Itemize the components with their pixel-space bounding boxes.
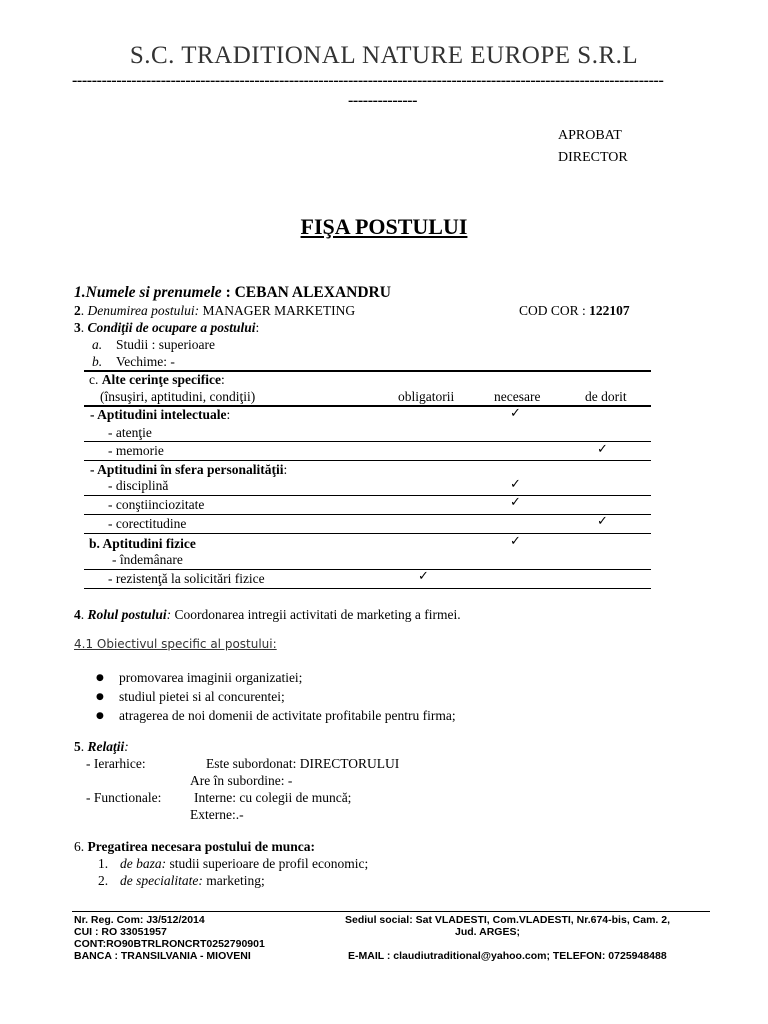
check-mark-icon: ✓ bbox=[597, 442, 608, 457]
list-item: ● studiul pietei si al concurentei; bbox=[96, 689, 285, 704]
section-relations: 5. Relaţii: bbox=[74, 739, 129, 754]
cod-cor-value: 122107 bbox=[589, 303, 630, 318]
table-row-personality: - Aptitudini în sfera personalităţii: bbox=[90, 462, 288, 477]
job-title-value: MANAGER MARKETING bbox=[202, 303, 356, 318]
document-title: FIŞA POSTULUI bbox=[300, 214, 468, 239]
conditions-label: Condiţii de ocupare a postului bbox=[87, 320, 256, 335]
hierarchical-label: - Ierarhice: bbox=[86, 756, 146, 771]
name-label: 1.Numele si prenumele bbox=[74, 284, 222, 301]
table-row-divider bbox=[84, 514, 651, 515]
table-row-divider bbox=[84, 495, 651, 496]
subordinate-to: Este subordonat: DIRECTORULUI bbox=[206, 756, 400, 771]
company-name: S.C. TRADITIONAL NATURE EUROPE S.R.L bbox=[129, 42, 639, 69]
col-header-necesare: necesare bbox=[494, 389, 541, 404]
bullet-icon: ● bbox=[96, 711, 104, 721]
check-mark-icon: ✓ bbox=[510, 406, 521, 421]
check-mark-icon: ✓ bbox=[510, 495, 521, 510]
role-label: Rolul postului bbox=[87, 607, 167, 622]
bullet-icon: ● bbox=[96, 673, 104, 683]
table-bottom-border bbox=[84, 588, 651, 589]
table-row-divider bbox=[84, 569, 651, 570]
section-job-title: 2. Denumirea postului: MANAGER MARKETING bbox=[74, 303, 356, 318]
has-subordinates: Are în subordine: - bbox=[190, 773, 293, 788]
section-training: 6. Pregatirea necesara postului de munca: bbox=[74, 839, 315, 854]
footer-reg-com: Nr. Reg. Com: J3/512/2014 bbox=[74, 914, 205, 926]
functional-label: - Functionale: bbox=[86, 790, 162, 805]
training-specialty: 2. de specialitate: marketing; bbox=[98, 873, 265, 888]
table-header-title: c. Alte cerinţe specifice: bbox=[89, 372, 225, 387]
list-item: ● atragerea de noi domenii de activitate profitabile pentru firma; bbox=[96, 708, 456, 723]
check-mark-icon: ✓ bbox=[510, 534, 521, 549]
check-mark-icon: ✓ bbox=[418, 569, 429, 584]
table-row-divider bbox=[84, 460, 651, 461]
check-mark-icon: ✓ bbox=[510, 477, 521, 492]
table-row-memory: - memorie bbox=[108, 443, 164, 458]
condition-seniority: b. Vechime: - bbox=[92, 354, 175, 369]
footer-contact: E-MAIL : claudiutraditional@yahoo.com; TELEFON: 0725948488 bbox=[348, 950, 667, 962]
col-header-de-dorit: de dorit bbox=[585, 389, 627, 404]
table-header-subtitle: (însuşiri, aptitudini, condiţii) bbox=[100, 389, 256, 404]
table-row-endurance: - rezistenţă la solicitări fizice bbox=[108, 571, 265, 586]
name-value: CEBAN ALEXANDRU bbox=[234, 284, 391, 301]
table-row-intellectual: - Aptitudini intelectuale: bbox=[90, 407, 231, 422]
table-row-correctness: - corectitudine bbox=[108, 516, 187, 531]
section-name: 1.Numele si prenumele : CEBAN ALEXANDRU bbox=[74, 284, 391, 301]
section-conditions: 3. Condiţii de ocupare a postului: bbox=[74, 320, 260, 335]
job-title-label: Denumirea postului bbox=[87, 303, 195, 318]
internal-relations: Interne: cu colegii de muncă; bbox=[194, 790, 352, 805]
footer-cui: CUI : RO 33051957 bbox=[74, 926, 167, 938]
approved-label: APROBAT bbox=[558, 128, 622, 143]
footer-address: Sediul social: Sat VLADESTI, Com.VLADESTI, Nr.674-bis, Cam. 2, bbox=[345, 914, 670, 926]
footer-bank: BANCA : TRANSILVANIA - MIOVENI bbox=[74, 950, 251, 962]
table-row-discipline: - disciplină bbox=[108, 478, 169, 493]
bullet-icon: ● bbox=[96, 692, 104, 702]
objective-list bbox=[96, 670, 656, 727]
list-item: ● promovarea imaginii organizatiei; bbox=[96, 670, 303, 685]
cod-cor-label: COD COR : bbox=[519, 303, 586, 318]
relations-label: Relaţii bbox=[87, 739, 125, 754]
table-row-physical: b. Aptitudini fizice bbox=[89, 536, 196, 551]
footer-company-details bbox=[74, 914, 265, 962]
col-header-obligatorii: obligatorii bbox=[398, 389, 455, 404]
header-divider: ------------------------------------------------------------------------------------------------------------------------ bbox=[72, 72, 664, 89]
footer-divider bbox=[72, 911, 710, 912]
director-label: DIRECTOR bbox=[558, 150, 628, 165]
footer-account: CONT:RO90BTRLRONCRT0252790901 bbox=[74, 938, 265, 950]
table-row-divider bbox=[84, 533, 651, 534]
training-basic: 1. de baza: studii superioare de profil economic; bbox=[98, 856, 369, 871]
check-mark-icon: ✓ bbox=[597, 514, 608, 529]
role-value: Coordonarea intregii activitati de marketing a firmei. bbox=[174, 607, 461, 622]
table-row-divider bbox=[84, 441, 651, 442]
approval-block bbox=[558, 125, 628, 169]
footer-county: Jud. ARGES; bbox=[455, 926, 520, 938]
external-relations: Externe:.- bbox=[190, 807, 244, 822]
table-row-attention: - atenţie bbox=[108, 425, 152, 440]
condition-studies: a. Studii : superioare bbox=[92, 337, 215, 352]
objective-title: 4.1 Obiectivul specific al postului: bbox=[74, 637, 277, 651]
table-row-dexterity: - îndemânare bbox=[112, 552, 183, 567]
training-label: Pregatirea necesara postului de munca: bbox=[87, 839, 315, 854]
section-role: 4. Rolul postului: Coordonarea intregii activitati de marketing a firmei. bbox=[74, 607, 461, 622]
cod-cor bbox=[519, 303, 630, 319]
header-divider-tail: -------------- bbox=[348, 92, 417, 109]
table-row-conscientiousness: - conştiinciozitate bbox=[108, 497, 205, 512]
